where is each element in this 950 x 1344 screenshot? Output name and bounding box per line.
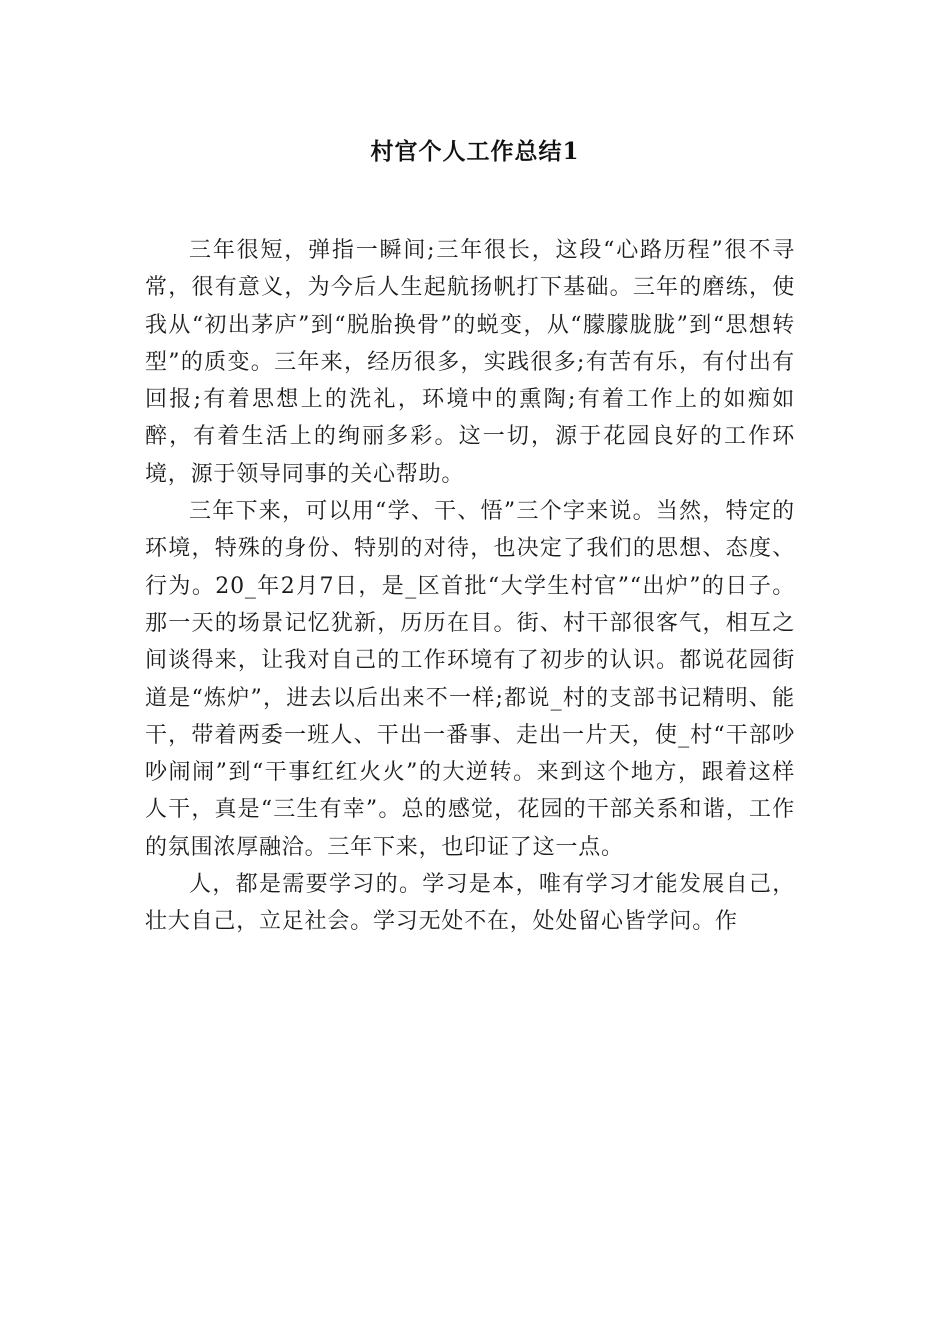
paragraph-1: 三年很短，弹指一瞬间;三年很长，这段“心路历程”很不寻常，很有意义，为今后人生起航扬帆打下基础。三年的磨练，使我从“初出茅庐”到“脱胎换骨”的蜕变，从“朦朦胧胧”到“思想转型”的质变。三年来，经历很多，实践很多;有苦有乐，有付出有回报;有着思想上的洗礼，环境中的熏陶;有着工作上的如痴如醉，有着生活上的绚丽多彩。这一切，源于花园良好的工作环境，源于领导同事的关心帮助。 <box>145 238 795 487</box>
paragraph-3: 人，都是需要学习的。学习是本，唯有学习才能发展自己，壮大自己，立足社会。学习无处不在，处处留心皆学问。作 <box>145 872 795 935</box>
paragraph-2: 三年下来，可以用“学、干、悟”三个字来说。当然，特定的环境，特殊的身份、特别的对待，也决定了我们的思想、态度、行为。20_年2月7日，是_区首批“大学生村官”“出炉”的日子。那一天的场景记忆犹新，历历在目。街、村干部很客气，相互之间谈得来，让我对自己的工作环境有了初步的认识。都说花园街道是“炼炉”，进去以后出来不一样;都说_村的支部书记精明、能干，带着两委一班人、干出一番事、走出一片天，使_村“干部吵吵闹闹”到“干事红红火火”的大逆转。来到这个地方，跟着这样人干，真是“三生有幸”。总的感觉，花园的干部关系和谐，工作的氛围浓厚融洽。三年下来，也印证了这一点。 <box>145 499 795 860</box>
document-title: 村官个人工作总结1 <box>370 138 580 165</box>
document-body <box>145 232 795 941</box>
